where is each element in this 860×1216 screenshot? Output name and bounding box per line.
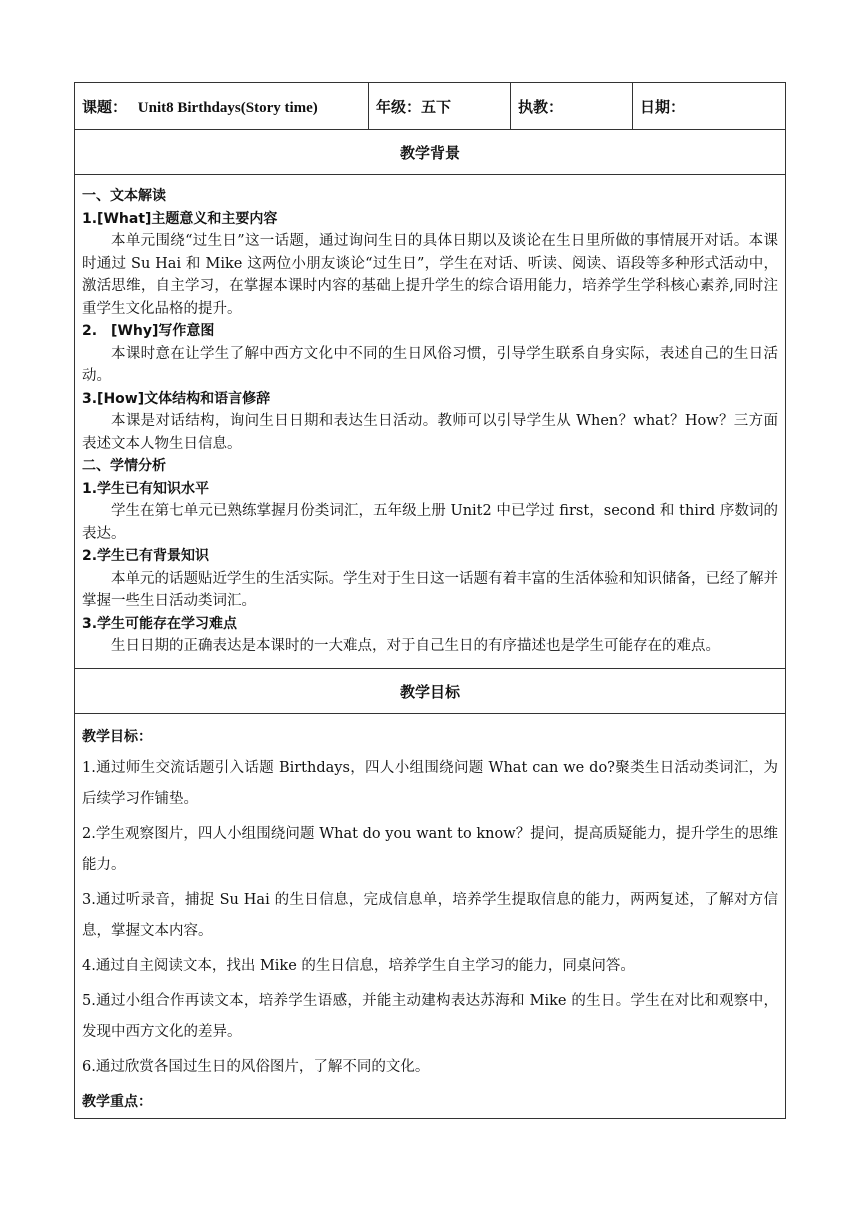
objective-item: 2.学生观察图片，四人小组围绕问题 What do you want to know？提问，提高质疑能力，提升学生的思维能力。	[82, 826, 778, 873]
key-points-title: 教学重点：	[82, 1094, 152, 1110]
objective-item: 5.通过小组合作再读文本，培养学生语感，并能主动建构表达苏海和 Mike 的生日。学生在对比和观察中，发现中西方文化的差异。	[82, 993, 778, 1040]
paragraph: 本单元的话题贴近学生的生活实际。学生对于生日这一话题有着丰富的生活体验和知识储备，已经了解并掌握一些生日活动类词汇。	[82, 570, 778, 610]
subsection-heading: 3.[How]文体结构和语言修辞	[82, 390, 271, 407]
objective-item: 3.通过听录音，捕捉 Su Hai 的生日信息，完成信息单，培养学生提取信息的能力，两两复述，了解对方信息，掌握文本内容。	[82, 892, 778, 939]
objectives-title-row	[75, 669, 786, 714]
subsection-heading: 3.学生可能存在学习难点	[82, 615, 238, 632]
section-heading: 二、学情分析	[82, 458, 166, 475]
objective-item: 4.通过自主阅读文本，找出 Mike 的生日信息，培养学生自主学习的能力，同桌问答。	[82, 958, 635, 974]
grade-label: 年级：五下	[376, 97, 452, 116]
objectives-title: 教学目标	[75, 669, 786, 714]
objective-item: 1.通过师生交流话题引入话题 Birthdays，四人小组围绕问题 What can we do?聚类生日活动类词汇，为后续学习作铺垫。	[82, 760, 778, 807]
paragraph: 本课时意在让学生了解中西方文化中不同的生日风俗习惯，引导学生联系自身实际，表述自己的生日活动。	[82, 345, 778, 385]
grade-cell	[369, 83, 511, 130]
paragraph: 学生在第七单元已熟练掌握月份类词汇，五年级上册 Unit2 中已学过 first，second 和 third 序数词的表达。	[82, 503, 778, 542]
subsection-heading: 1.学生已有知识水平	[82, 480, 210, 497]
date-label: 日期：	[640, 97, 686, 116]
topic-label: 课题：	[82, 97, 128, 116]
paragraph: 本课是对话结构，询问生日日期和表达生日活动。教师可以引导学生从 When？what？How？三方面表述文本人物生日信息。	[82, 413, 778, 452]
teacher-cell	[511, 83, 633, 130]
lesson-plan-table	[74, 82, 786, 1119]
header-row	[75, 83, 786, 130]
objectives-content	[75, 714, 786, 1119]
date-cell	[633, 83, 786, 130]
background-content-row	[75, 175, 786, 669]
subsection-heading: 2.学生已有背景知识	[82, 548, 210, 565]
background-title: 教学背景	[75, 130, 786, 175]
subsection-heading: 2. [Why]写作意图	[82, 323, 215, 340]
topic-cell	[75, 83, 369, 130]
objectives-subtitle: 教学目标：	[82, 729, 152, 745]
subsection-heading: 1.[What]主题意义和主要内容	[82, 210, 278, 227]
objective-item: 6.通过欣赏各国过生日的风俗图片，了解不同的文化。	[82, 1059, 430, 1075]
teacher-label: 执教：	[518, 97, 564, 116]
paragraph: 生日日期的正确表达是本课时的一大难点，对于自己生日的有序描述也是学生可能存在的难点。	[111, 638, 720, 655]
paragraph: 本单元围绕“过生日”这一话题，通过询问生日的具体日期以及谈论在生日里所做的事情展开对话。本课时通过 Su Hai 和 Mike 这两位小朋友谈论“过生日”，学生在对话、听读、阅读、语段等多种形式活动中，激活思维，自主学习，在掌握本课时内容的基础上提升学生的综合语用能力，培养学生学科核心素养,同时注重学生文化品格的提升。	[82, 233, 778, 317]
objectives-content-row	[75, 714, 786, 1119]
topic-value: Unit8 Birthdays(Story time)	[137, 99, 318, 116]
section-heading: 一、文本解读	[82, 188, 166, 205]
background-content	[75, 175, 786, 669]
background-title-row	[75, 130, 786, 175]
